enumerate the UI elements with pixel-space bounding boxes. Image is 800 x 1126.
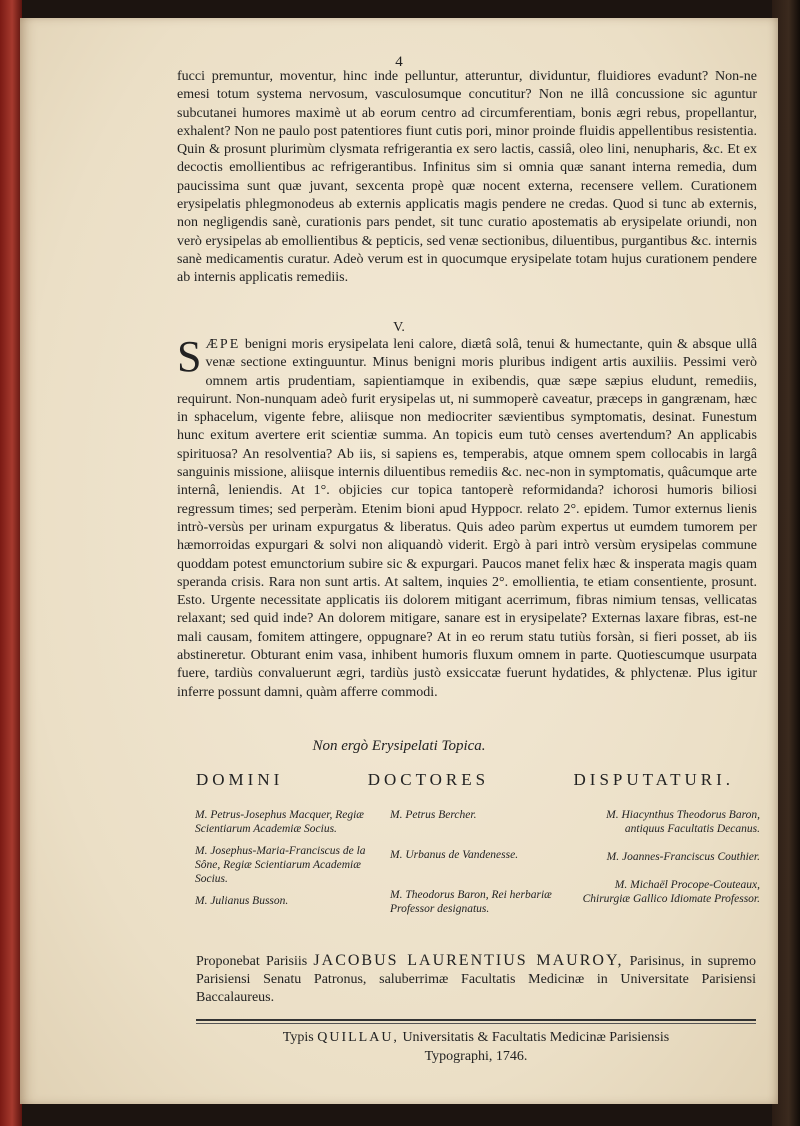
committee-member: M. Hiacynthus Theodorus Baron, antiquus Facultatis Decanus. <box>606 809 760 835</box>
committee-member: M. Urbanus de Vandenesse. <box>390 849 519 861</box>
committee-member: M. Julianus Busson. <box>195 895 289 907</box>
committee-member: M. Joannes-Franciscus Couthier. <box>606 851 760 863</box>
proponent-prefix: Proponebat Parisiis <box>196 954 308 969</box>
thesis-conclusion: Non ergò Erysipelati Topica. <box>312 738 486 754</box>
committee-column-1 <box>195 808 385 916</box>
section-number: V. <box>393 320 405 335</box>
heading-word: DOCTORES <box>367 770 490 789</box>
committee-member: M. Theodorus Baron, Rei herbariæ Professor designatus. <box>390 889 552 915</box>
paragraph-2-opening: ÆPE <box>205 337 241 352</box>
divider-rule <box>196 1023 756 1024</box>
printer-name: QUILLAU, <box>317 1030 399 1045</box>
document-page <box>20 18 778 1104</box>
printer-prefix: Typis <box>282 1030 314 1045</box>
proponent-suffix: Parisinus, in supremo Parisiensi Senatu Patronus, saluberrimæ Facultatis Medicinæ in Universitate Parisiensi Baccalaureus. <box>196 954 756 1005</box>
committee-member: M. Petrus-Josephus Macquer, Regiæ Scientiarum Academiæ Socius. <box>195 809 364 835</box>
paragraph-1: fucci premuntur, moventur, hinc inde pelluntur, atteruntur, dividuntur, fluidiores evadunt? Non-ne emesi totum systema nervosum, vasculosumque concutitur? Non ne illâ concussione sic aguntur subcutanei humores maximè ut ab eorum centro ad circumferentiam, bonis ægri rebus, propellantur, exhalent? Non ne paulo post patentiores fiunt cutis pori, minor proinde fluidis appellentibus resistentia. Quin & prosunt plurimùm clysmata refrigerantia ex sero lactis, cassiâ, oleo lini, nenupharis, &c. Et ex decoctis emollientibus ac refrigerantibus. Infinitus sim si omnia quæ sanant interna remedia, dum paucissima sunt quæ juvant, sexcenta propè quæ nocent externa, recensere vellem. Curationem erysipelatis phlegmonodeus ab externis applicatis magis pendere ne credas. Quod si tunc ab externis, non negligendis sanè, curationis pars pendet, sit tunc curatio apostematis ab erysipelate oriundi, non verò erysipelas ab emollientibus & pepticis, sed venæ sectionibus, diluentibus, purgantibus &c. internis sanè medicamentis curatur. Adeò verum est in quocumque erysipelate totam hujus curationem pendere ab internis applicatis remediis. <box>177 69 757 286</box>
committee-member: M. Josephus-Maria-Franciscus de la Sône, Regiæ Scientiarum Academiæ Socius. <box>195 845 366 885</box>
heading-word: DISPUTATURI. <box>573 770 734 789</box>
committee-member: M. Petrus Bercher. <box>390 809 477 821</box>
page-number: 4 <box>395 54 403 70</box>
printer-imprint <box>196 1028 756 1066</box>
committee-column-2 <box>390 808 570 924</box>
heading-word: DOMINI <box>196 770 284 789</box>
committee-heading <box>196 770 734 790</box>
committee-member: M. Michaël Procope-Couteaux, Chirurgiæ Gallico Idiomate Professor. <box>582 879 760 905</box>
divider-rule <box>196 1019 756 1021</box>
printer-date: Typographi, 1746. <box>424 1049 528 1064</box>
committee-column-3 <box>580 808 760 914</box>
proponent-name: JACOBUS LAURENTIUS MAUROY, <box>313 952 624 969</box>
paragraph-2 <box>177 332 757 702</box>
paragraph-2-body: benigni moris erysipelata leni calore, diætâ solâ, tenui & humectante, quin & absque ullâ venæ sectione extinguuntur. Minus benigni moris pluribus indigent artis auxiliis. Pessimi verò omnem artis prudentiam, sapientiamque in exibendis, quæ sæpe sæpius eludunt, remediis, requirunt. Non-nunquam adeò furit erysipelas ut, ni summoperè caveatur, præceps in gangrænam, hæc in sphacelum, vigente febre, aliisque non mediocriter sævientibus symptomatis, desinat. Funestum hunc exitum avertere erit scientiæ summa. An topicis eum tutò censes avertendum? An applicabis spirituosa? An resolventia? Ab iis, si sapiens es, temperabis, atque omnem spem collocabis in largâ sanguinis missione, aliisque internis diluentibus remediis &c. nec-non in symptomatis, quâcumque arte internâ, leniendis. At 1°. objicies cur topica tantoperè reformidanda? ichorosi humoris biliosi regressum times; sed perperàm. Etenim bioni apud Hyppocr. relato 2°. epidem. Tumor externus lienis intrò-versùs per urinam expurgatus & liberatus. Quis adeo parùm expertus ut eumdem tumorem per hæmorroidas expurgari & solvi non aliquandò viderit. Ergò à pari intrò versùm erysipelas commune quoddam potest emunctorium subire sic & expurgari. Paucos manet felix hæc & insperata magis quam speranda crisis. Rara non sunt artis. At saltem, inquies 2°. emollientia, te etiam consentiente, prosunt. Esto. Urgente necessitate applicatis iis dolorem mitigant acerrimum, fibras nimium tensas, vellicatas relaxant; sed quid inde? An dolorem mitigare, sanare est in erysipelate? Externas laxare fibras, est-ne mali causam, fomitem attingere, oppugnare? At in eo rerum statu tutiùs forsàn, si fieri posset, ab iis abstineretur. Obturant enim vasa, inhibent humoris fluxum omnem in parte. Quotiescumque usurpata fuere, tardiùs convaluerunt ægri, tardiùs justò exsiccatæ fuerunt hydatides, & phlyctenæ. Plus igitur inferre possunt damni, quàm afferre commodi. <box>177 337 757 700</box>
drop-cap: S <box>177 332 202 381</box>
book-edge-left <box>0 0 22 1126</box>
printer-suffix: Universitatis & Facultatis Medicinæ Parisiensis <box>402 1030 670 1045</box>
proponent-statement <box>196 952 756 1007</box>
